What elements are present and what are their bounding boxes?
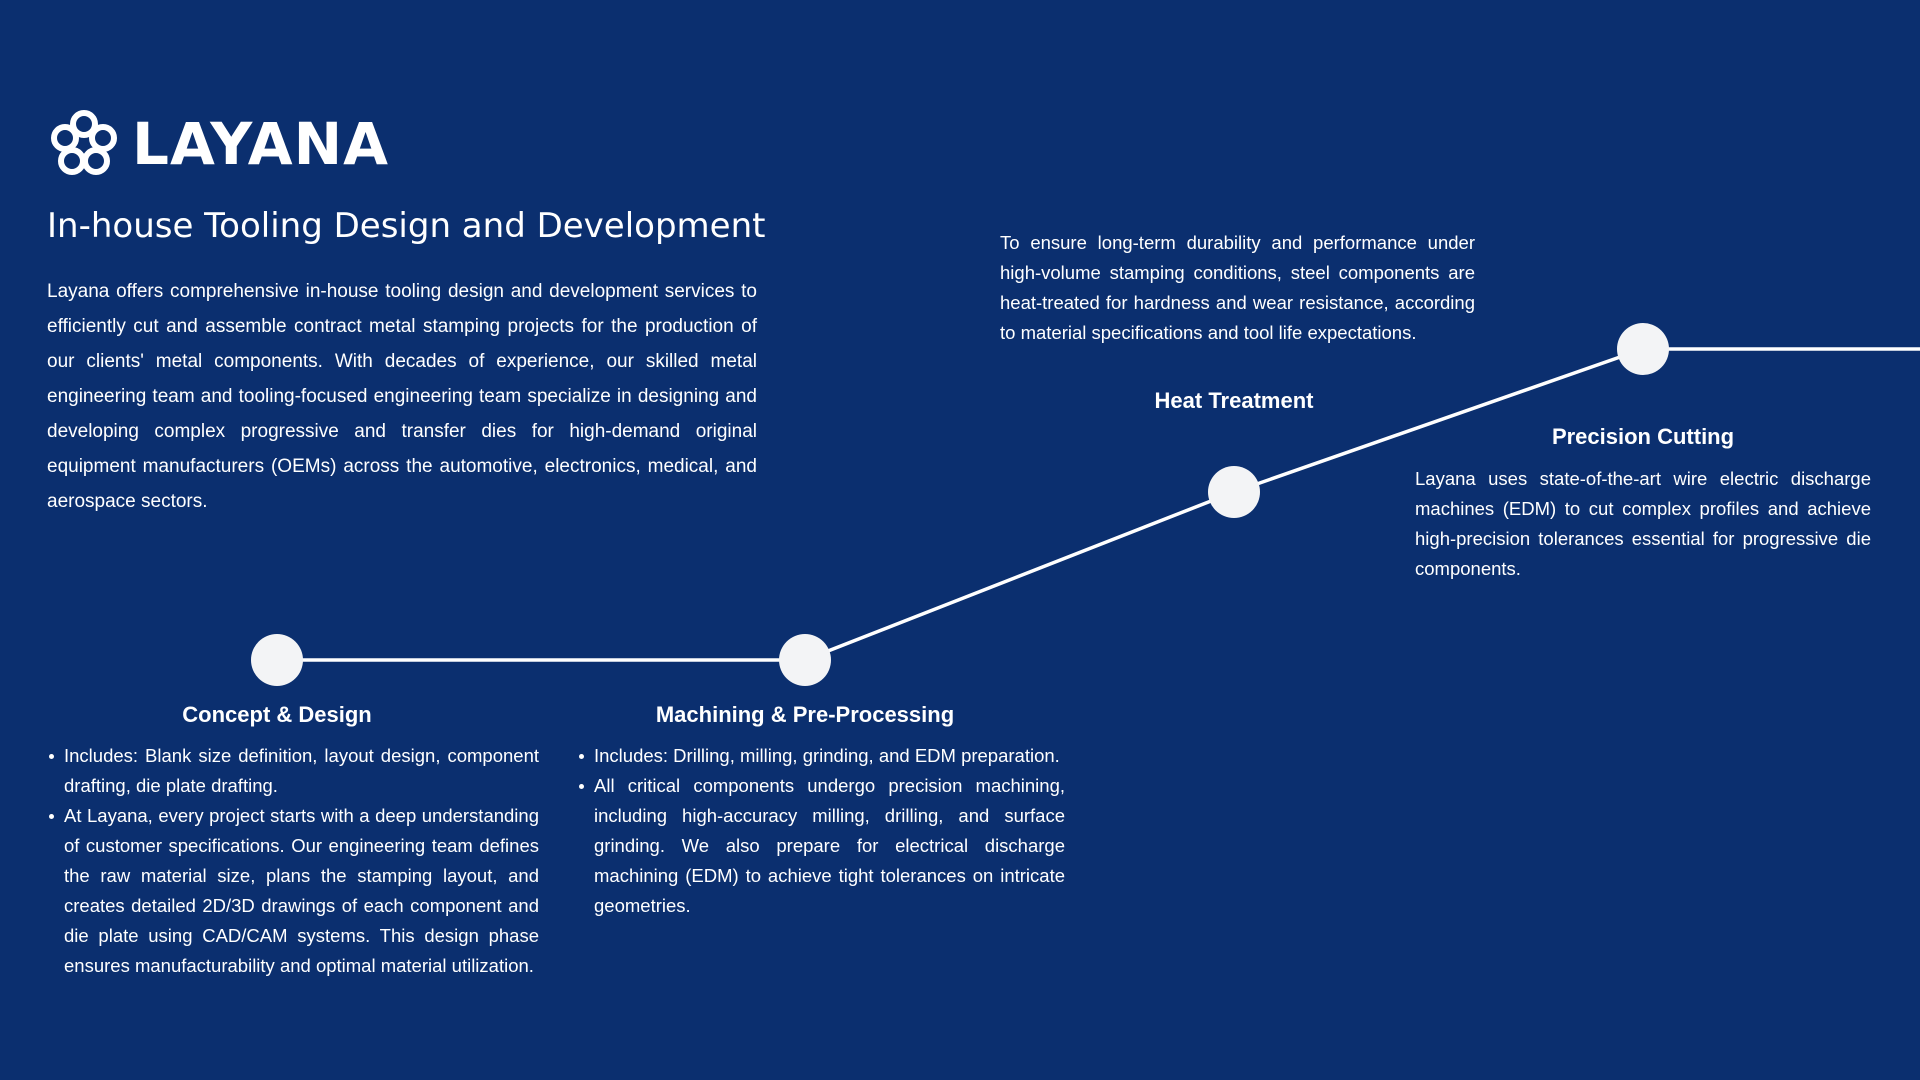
step-title-heat-treatment: Heat Treatment — [1154, 388, 1314, 413]
brand-name: LAYANA — [132, 110, 390, 178]
intro-paragraph: Layana offers comprehensive in-house tooling design and development services to efficiently cut and assemble contract metal stamping projects for the production of our clients' metal components. With decades of experience, our skilled metal engineering team and tooling-focused engineering team specialize in designing and developing complex progressive and transfer dies for high-demand original equipment manufacturers (OEMs) across the automotive, electronics, medical, and aerospace sectors. — [47, 281, 757, 512]
page-title: In-house Tooling Design and Development — [47, 206, 766, 246]
node-concept-design — [251, 634, 303, 686]
heat-treatment-description: To ensure long-term durability and performance under high-volume stamping conditions, steel components are heat-treated for hardness and wear resistance, according to material specifications and tool life expectations. — [1000, 232, 1475, 343]
step-title-machining: Machining & Pre-Processing — [655, 702, 955, 727]
node-heat-treatment — [1208, 466, 1260, 518]
precision-cutting-description: Layana uses state-of-the-art wire electric discharge machines (EDM) to cut complex profiles and achieve high-precision tolerances essential for progressive die components. — [1415, 468, 1871, 579]
list-item: Includes: Drilling, milling, grinding, and EDM preparation. — [594, 741, 1065, 771]
step-title-precision-cutting: Precision Cutting — [1551, 424, 1735, 449]
list-item: At Layana, every project starts with a deep understanding of customer specifications. Our engineering team defines the raw material size, plans the stamping layout, and creates detailed 2D/3D drawings of each component and die plate using CAD/CAM systems. This design phase ensures manufacturability and optimal material utilization. — [64, 801, 539, 981]
node-machining — [779, 634, 831, 686]
node-precision-cutting — [1617, 323, 1669, 375]
list-item: All critical components undergo precision machining, including high-accuracy milling, drilling, and surface grinding. We also prepare for electrical discharge machining (EDM) to achieve tight tolerances on intricate geometries. — [594, 771, 1065, 921]
list-item: Includes: Blank size definition, layout design, component drafting, die plate drafting. — [64, 741, 539, 801]
machining-bullets — [578, 741, 1065, 921]
concept-design-bullets — [48, 741, 539, 981]
step-title-concept-design: Concept & Design — [182, 702, 372, 727]
